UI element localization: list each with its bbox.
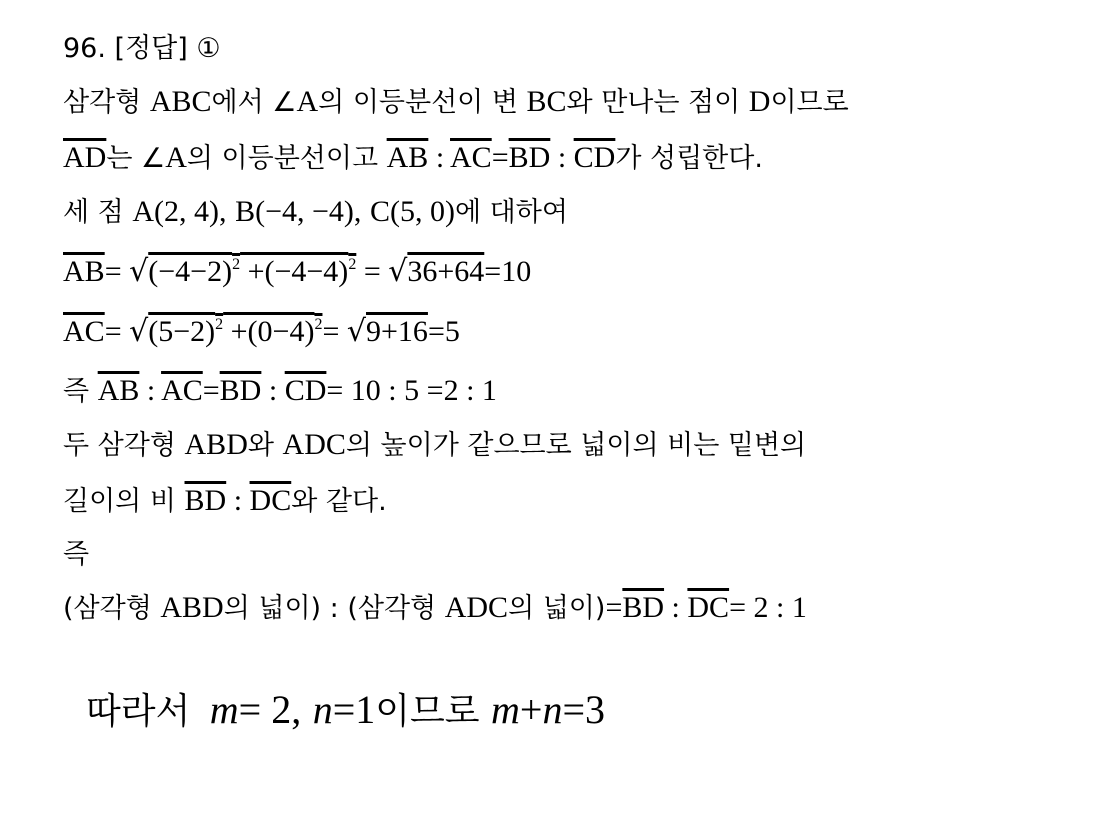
solution-line-4	[63, 255, 531, 294]
text: 의 넓이)	[508, 593, 606, 624]
solution-line-6	[63, 374, 497, 409]
segment-bd: $\overline{BD}$	[622, 591, 665, 624]
plus: +	[519, 687, 543, 732]
colon: :	[139, 374, 162, 407]
math-d: D	[748, 85, 771, 118]
radicand: 36+64	[407, 255, 485, 288]
text: (삼각형	[63, 593, 152, 624]
final-answer: =3	[562, 687, 606, 732]
colon: :	[226, 484, 250, 517]
text: 의 높이가 같으므로 넓이의 비는 밑변의	[345, 430, 807, 461]
text: 이므로	[375, 691, 480, 732]
solution-line-9	[63, 538, 89, 572]
triangle-abd: ABD	[184, 428, 248, 461]
ratio-result: = 2 : 1	[729, 591, 807, 624]
segment-ac: $\overline{AC}$	[161, 374, 203, 407]
equals: =	[104, 315, 130, 348]
sqrt-icon: √	[129, 314, 149, 349]
text: 가 성립한다.	[615, 143, 763, 174]
text: 에서 ∠	[211, 87, 297, 118]
text: 삼각형	[63, 87, 142, 118]
result: =10	[484, 255, 532, 288]
ratio-result: = 10 : 5 =2 : 1	[326, 374, 497, 407]
radicand: 9+16	[366, 315, 428, 348]
triangle-abd: ABD	[160, 591, 224, 624]
math-abc: ABC	[149, 85, 212, 118]
solution-line-5	[63, 315, 460, 354]
segment-ab: $\overline{AB}$	[63, 255, 105, 288]
text: 의 이등분선이고	[186, 143, 379, 174]
solution-line-8	[63, 484, 387, 519]
colon: :	[428, 141, 451, 174]
math-a: A	[165, 141, 187, 174]
exponent: 2	[348, 256, 357, 273]
solution-line-3	[63, 195, 568, 230]
segment-ad: $\overline{AD}$	[63, 141, 107, 174]
text: 즉	[63, 376, 90, 407]
equals: =	[104, 255, 130, 288]
text: 길이의 비	[63, 486, 176, 517]
var-m: m	[209, 687, 239, 732]
equals: =	[491, 141, 509, 174]
sqrt-icon: √	[129, 254, 149, 289]
colon: :	[550, 141, 574, 174]
exponent: 2	[215, 316, 224, 333]
text: 와 만나는 점이	[566, 87, 741, 118]
equals: =	[322, 315, 347, 348]
problem-number: 96.	[63, 33, 106, 64]
point-a: A(2, 4),	[132, 195, 227, 228]
equation: = 2,	[238, 687, 302, 732]
text: 이므로	[770, 87, 849, 118]
var-n: n	[542, 687, 563, 732]
answer-label: [정답]	[114, 33, 188, 64]
text: 따라서	[86, 691, 191, 732]
segment-cd: $\overline{CD}$	[284, 374, 327, 407]
equals: =	[202, 374, 220, 407]
answer-mark: ①	[196, 33, 221, 64]
conclusion	[86, 683, 605, 734]
text: 두 삼각형	[63, 430, 176, 461]
segment-ab: $\overline{AB}$	[386, 141, 429, 174]
radicand: $(-4-2)^2 +(-4-4)^2$	[148, 255, 357, 288]
colon: :	[261, 374, 285, 407]
triangle-adc: ADC	[282, 428, 346, 461]
text: 즉	[63, 539, 90, 570]
equals: =	[356, 255, 389, 288]
segment-ac: $\overline{AC}$	[63, 315, 105, 348]
radicand: $(5-2)^2 +(0-4)^2$	[148, 315, 323, 348]
math-a: A	[296, 85, 319, 118]
sqrt-icon: √	[346, 314, 367, 349]
text: 는 ∠	[106, 143, 166, 174]
var-m: m	[491, 687, 520, 732]
solution-line-7	[63, 428, 806, 463]
solution-line-10	[63, 591, 807, 626]
solution-line-1	[63, 85, 849, 120]
equals: =	[605, 591, 623, 624]
segment-dc: $\overline{DC}$	[687, 591, 730, 624]
point-c: C(5, 0)	[370, 195, 456, 228]
segment-ac: $\overline{AC}$	[450, 141, 492, 174]
segment-ab: $\overline{AB}$	[97, 374, 140, 407]
exponent: 2	[314, 316, 323, 333]
math-bc: BC	[526, 85, 567, 118]
text: 의 이등분선이 변	[318, 87, 518, 118]
segment-cd: $\overline{CD}$	[573, 141, 616, 174]
text: 와 같다.	[291, 486, 387, 517]
text: 세 점	[63, 197, 124, 228]
segment-bd: $\overline{BD}$	[219, 374, 262, 407]
triangle-adc: ADC	[444, 591, 509, 624]
var-n: n	[312, 687, 333, 732]
text: 의 넓이) : (삼각형	[223, 593, 437, 624]
exponent: 2	[232, 256, 241, 273]
point-b: B(−4, −4),	[235, 195, 362, 228]
result: =5	[427, 315, 460, 348]
colon: :	[664, 591, 688, 624]
solution-line-2	[63, 141, 763, 176]
segment-dc: $\overline{DC}$	[249, 484, 292, 517]
equation: =1	[332, 687, 376, 732]
segment-bd: $\overline{BD}$	[508, 141, 551, 174]
text: 에 대하여	[455, 197, 568, 228]
segment-bd: $\overline{BD}$	[184, 484, 227, 517]
sqrt-icon: √	[388, 254, 408, 289]
problem-header	[63, 32, 221, 66]
text: 와	[247, 430, 274, 461]
